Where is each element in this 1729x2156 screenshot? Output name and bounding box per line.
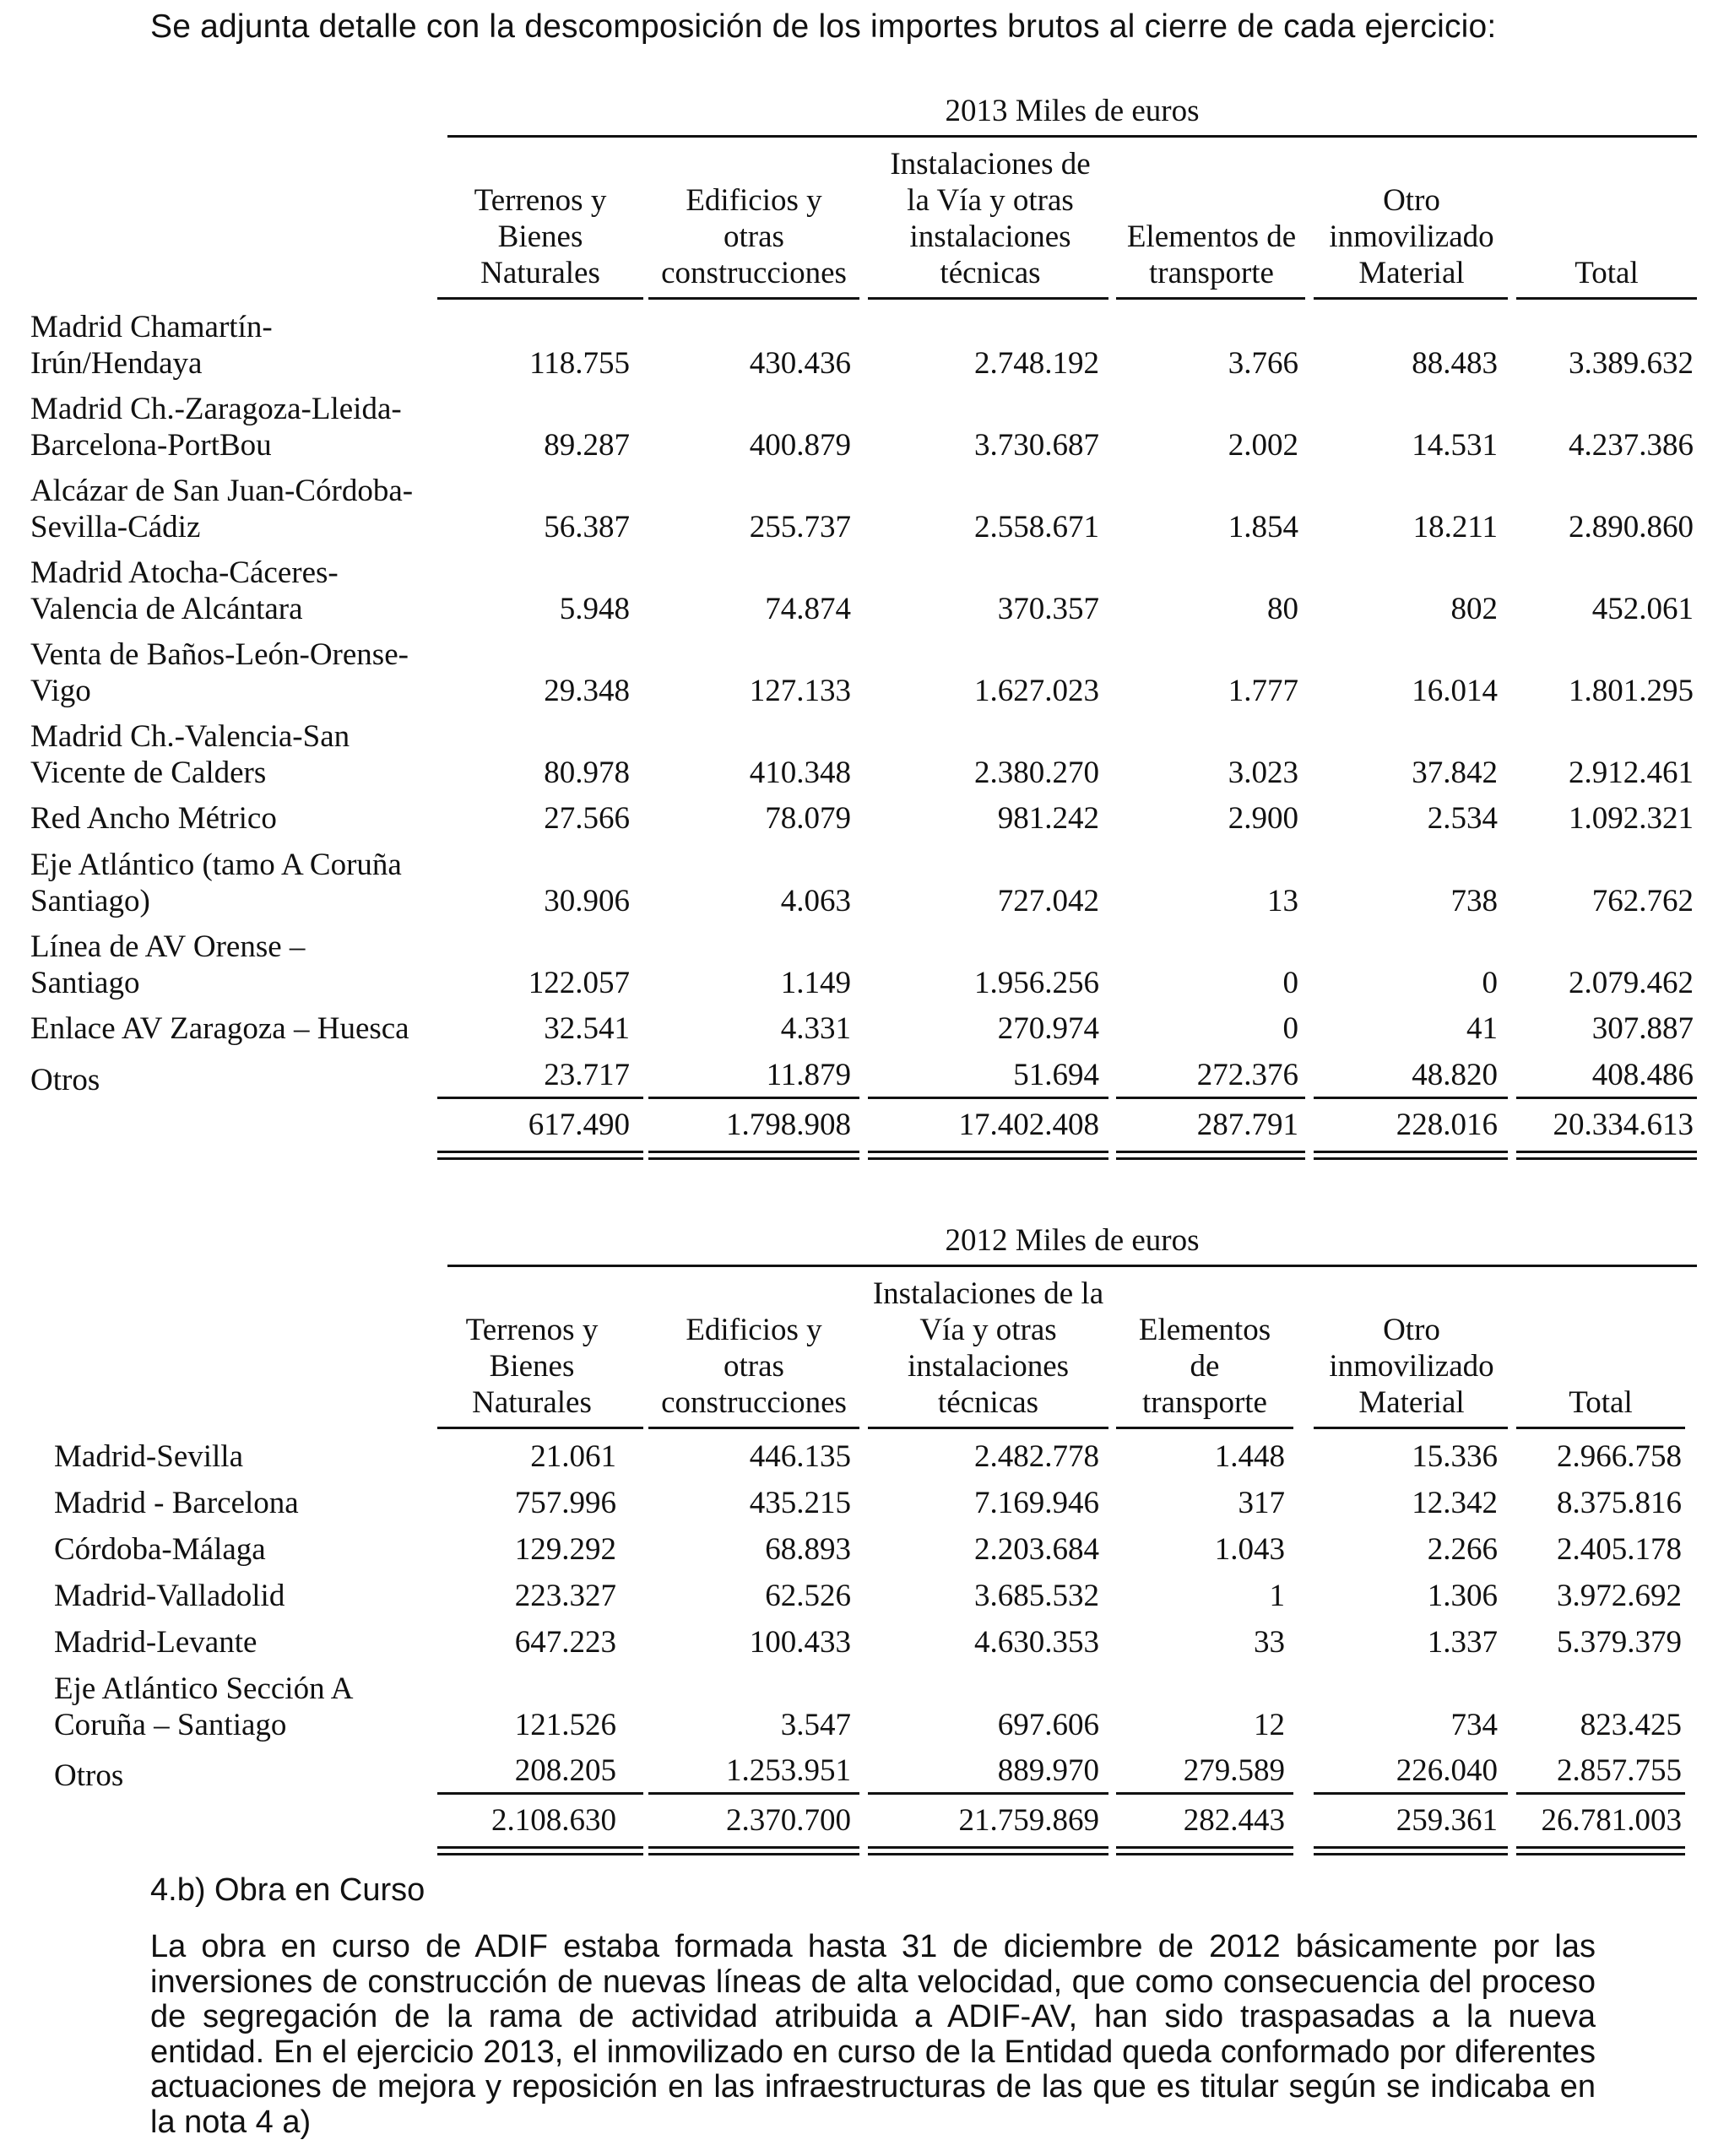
- table-cell: 3.389.632: [1569, 346, 1694, 381]
- table-cell: 62.526: [765, 1579, 851, 1613]
- total-cell: 287.791: [1196, 1108, 1298, 1142]
- row-label: Madrid Atocha-Cáceres- Valencia de Alcántara: [30, 555, 339, 626]
- table-cell: 29.348: [544, 674, 630, 708]
- table-cell: 1.956.256: [974, 966, 1099, 1000]
- table-cell: 32.541: [544, 1011, 630, 1046]
- table-cell: 734: [1450, 1708, 1498, 1742]
- table-cell: 226.040: [1396, 1753, 1498, 1788]
- header-rule: [1314, 1427, 1508, 1429]
- table-cell: 2.558.671: [974, 510, 1099, 544]
- total-double-rule: [437, 1151, 643, 1160]
- table-cell: 2.857.755: [1557, 1753, 1682, 1788]
- table-cell: 129.292: [514, 1532, 616, 1567]
- header-rule: [1516, 297, 1697, 300]
- table-cell: 5.948: [559, 592, 630, 626]
- table-cell: 2.266: [1427, 1532, 1498, 1567]
- table-cell: 7.169.946: [974, 1486, 1099, 1520]
- table-cell: 4.331: [780, 1011, 851, 1046]
- table-cell: 41: [1466, 1011, 1498, 1046]
- table-2012: [0, 1222, 1729, 1864]
- table-cell: 727.042: [997, 884, 1099, 918]
- title-rule: [447, 1265, 1697, 1267]
- table-cell: 208.205: [514, 1753, 616, 1788]
- total-double-rule: [1516, 1846, 1685, 1855]
- table-cell: 452.061: [1591, 592, 1694, 626]
- subtotal-rule: [437, 1097, 643, 1099]
- table-cell: 223.327: [514, 1579, 616, 1613]
- table-cell: 121.526: [514, 1708, 616, 1742]
- table-cell: 8.375.816: [1557, 1486, 1682, 1520]
- table-cell: 0: [1282, 1011, 1298, 1046]
- row-label: Eje Atlántico Sección A Coruña – Santiago: [54, 1671, 354, 1742]
- table-cell: 56.387: [544, 510, 630, 544]
- table-cell: 2.002: [1228, 428, 1298, 463]
- header-rule: [1516, 1427, 1685, 1429]
- total-cell: 2.370.700: [726, 1803, 851, 1838]
- column-header-instalaciones: Instalaciones de la Vía y otras instalaciones técnicas: [872, 1276, 1104, 1420]
- subtotal-rule: [437, 1792, 643, 1795]
- table-cell: 14.531: [1412, 428, 1498, 463]
- column-header-edificios: Edificios y otras construcciones: [661, 183, 847, 290]
- row-label: Madrid-Sevilla: [54, 1439, 244, 1474]
- table-cell: 127.133: [749, 674, 851, 708]
- table-cell: 1: [1269, 1579, 1285, 1613]
- table-cell: 68.893: [765, 1532, 851, 1567]
- table-cell: 255.737: [749, 510, 851, 544]
- row-label: Madrid Ch.-Valencia-San Vicente de Calders: [30, 719, 350, 790]
- table-cell: 23.717: [544, 1058, 630, 1092]
- header-rule: [648, 297, 859, 300]
- column-header-terrenos: Terrenos y Bienes Naturales: [465, 1313, 599, 1420]
- table-cell: 11.879: [766, 1058, 851, 1092]
- table-cell: 122.057: [528, 966, 630, 1000]
- table-cell: 2.534: [1427, 801, 1498, 836]
- table-cell: 89.287: [544, 428, 630, 463]
- row-label: Otros: [30, 1063, 100, 1097]
- table-cell: 27.566: [544, 801, 630, 836]
- header-rule: [868, 1427, 1108, 1429]
- table-cell: 33: [1254, 1625, 1285, 1660]
- total-double-rule: [1116, 1846, 1293, 1855]
- header-rule: [437, 297, 643, 300]
- row-label: Madrid-Valladolid: [54, 1579, 285, 1613]
- row-label: Otros: [54, 1758, 124, 1793]
- total-double-rule: [648, 1846, 859, 1855]
- subtotal-rule: [1314, 1097, 1508, 1099]
- total-cell: 1.798.908: [726, 1108, 851, 1142]
- table-cell: 2.203.684: [974, 1532, 1099, 1567]
- table-cell: 1.337: [1427, 1625, 1498, 1660]
- table-cell: 15.336: [1412, 1439, 1498, 1474]
- table-cell: 2.405.178: [1557, 1532, 1682, 1567]
- table-cell: 5.379.379: [1557, 1625, 1682, 1660]
- table-cell: 3.547: [780, 1708, 851, 1742]
- total-double-rule: [1516, 1151, 1697, 1160]
- table-cell: 118.755: [529, 346, 630, 381]
- table-cell: 823.425: [1580, 1708, 1682, 1742]
- row-label: Red Ancho Métrico: [30, 801, 277, 836]
- table-cell: 272.376: [1196, 1058, 1298, 1092]
- row-label: Madrid-Levante: [54, 1625, 257, 1660]
- subtotal-rule: [648, 1792, 859, 1795]
- table-cell: 762.762: [1591, 884, 1694, 918]
- total-double-rule: [868, 1151, 1108, 1160]
- table-cell: 435.215: [749, 1486, 851, 1520]
- table-cell: 1.149: [780, 966, 851, 1000]
- total-cell: 17.402.408: [958, 1108, 1099, 1142]
- table-cell: 2.912.461: [1569, 756, 1694, 790]
- subtotal-rule: [1516, 1097, 1697, 1099]
- table-cell: 697.606: [997, 1708, 1099, 1742]
- table-cell: 80: [1267, 592, 1298, 626]
- header-rule: [648, 1427, 859, 1429]
- table-cell: 2.380.270: [974, 756, 1099, 790]
- table-cell: 757.996: [514, 1486, 616, 1520]
- table-cell: 100.433: [749, 1625, 851, 1660]
- table-cell: 981.242: [997, 801, 1099, 836]
- table-cell: 1.627.023: [974, 674, 1099, 708]
- column-header-otro: Otro inmovilizado Material: [1329, 1313, 1494, 1420]
- table-cell: 4.237.386: [1569, 428, 1694, 463]
- table-cell: 270.974: [997, 1011, 1099, 1046]
- total-double-rule: [1116, 1151, 1305, 1160]
- column-header-otro: Otro inmovilizado Material: [1329, 183, 1494, 290]
- table-cell: 3.766: [1228, 346, 1298, 381]
- table-cell: 647.223: [514, 1625, 616, 1660]
- header-rule: [1314, 297, 1508, 300]
- total-cell: 21.759.869: [958, 1803, 1099, 1838]
- subtotal-rule: [868, 1792, 1108, 1795]
- table-cell: 48.820: [1412, 1058, 1498, 1092]
- row-label: Madrid Chamartín- Irún/Hendaya: [30, 310, 273, 381]
- table-2013: [0, 93, 1729, 1173]
- row-label: Venta de Baños-León-Orense- Vigo: [30, 637, 409, 708]
- total-double-rule: [648, 1151, 859, 1160]
- table-cell: 1.448: [1214, 1439, 1285, 1474]
- intro-text: Se adjunta detalle con la descomposición de los importes brutos al cierre de cada ejercicio:: [150, 8, 1497, 45]
- total-cell: 259.361: [1396, 1803, 1498, 1838]
- table-cell: 21.061: [530, 1439, 616, 1474]
- row-label: Córdoba-Málaga: [54, 1532, 266, 1567]
- table-cell: 88.483: [1412, 346, 1498, 381]
- table-cell: 1.092.321: [1569, 801, 1694, 836]
- table-cell: 279.589: [1183, 1753, 1285, 1788]
- header-rule: [1116, 297, 1305, 300]
- table-cell: 307.887: [1591, 1011, 1694, 1046]
- subtotal-rule: [648, 1097, 859, 1099]
- table-cell: 2.890.860: [1569, 510, 1694, 544]
- table-cell: 2.900: [1228, 801, 1298, 836]
- row-label: Madrid - Barcelona: [54, 1486, 299, 1520]
- row-label: Línea de AV Orense – Santiago: [30, 929, 306, 1000]
- table-cell: 738: [1450, 884, 1498, 918]
- table-cell: 889.970: [997, 1753, 1099, 1788]
- table-cell: 12.342: [1412, 1486, 1498, 1520]
- table-cell: 400.879: [749, 428, 851, 463]
- table-cell: 0: [1482, 966, 1498, 1000]
- total-cell: 20.334.613: [1553, 1108, 1694, 1142]
- row-label: Eje Atlántico (tamo A Coruña Santiago): [30, 848, 402, 918]
- table-cell: 1.306: [1427, 1579, 1498, 1613]
- table-cell: 18.211: [1412, 510, 1498, 544]
- table-cell: 3.023: [1228, 756, 1298, 790]
- table-cell: 317: [1238, 1486, 1285, 1520]
- table-cell: 2.079.462: [1569, 966, 1694, 1000]
- table-cell: 1.777: [1228, 674, 1298, 708]
- total-cell: 2.108.630: [491, 1803, 616, 1838]
- table-cell: 446.135: [749, 1439, 851, 1474]
- table-cell: 370.357: [997, 592, 1099, 626]
- table-cell: 80.978: [544, 756, 630, 790]
- total-cell: 228.016: [1396, 1108, 1498, 1142]
- table-cell: 2.966.758: [1557, 1439, 1682, 1474]
- total-double-rule: [1314, 1846, 1508, 1855]
- row-label: Madrid Ch.-Zaragoza-Lleida- Barcelona-PortBou: [30, 392, 402, 463]
- table-cell: 410.348: [749, 756, 851, 790]
- table-cell: 4.063: [780, 884, 851, 918]
- table-cell: 802: [1450, 592, 1498, 626]
- subtotal-rule: [1314, 1792, 1508, 1795]
- table-cell: 13: [1267, 884, 1298, 918]
- table-cell: 1.043: [1214, 1532, 1285, 1567]
- subtotal-rule: [1516, 1792, 1685, 1795]
- total-cell: 282.443: [1183, 1803, 1285, 1838]
- table-cell: 1.253.951: [726, 1753, 851, 1788]
- subtotal-rule: [1116, 1097, 1305, 1099]
- body-paragraph: La obra en curso de ADIF estaba formada hasta 31 de diciembre de 2012 básicamente por las inversiones de construcción de nuevas líneas de alta velocidad, que como consecuencia del proceso de segregación de la rama de actividad atribuida a ADIF-AV, han sido traspasadas a la nueva entidad. En el ejercicio 2013, el inmovilizado en curso de la Entidad queda conformado por diferentes actuaciones de mejora y reposición en las infraestructuras de las que es titular según se indicaba en la nota 4 a): [150, 1929, 1596, 2140]
- column-header-edificios: Edificios y otras construcciones: [661, 1313, 847, 1420]
- row-label: Alcázar de San Juan-Córdoba- Sevilla-Cádiz: [30, 474, 414, 544]
- table-cell: 2.748.192: [974, 346, 1099, 381]
- column-header-elementos: Elementos de transporte: [1126, 219, 1297, 290]
- table-cell: 78.079: [765, 801, 851, 836]
- total-cell: 26.781.003: [1541, 1803, 1682, 1838]
- total-double-rule: [1314, 1151, 1508, 1160]
- title-rule: [447, 135, 1697, 138]
- header-rule: [437, 1427, 643, 1429]
- table-cell: 51.694: [1013, 1058, 1099, 1092]
- header-rule: [868, 297, 1108, 300]
- table-cell: 1.801.295: [1569, 674, 1694, 708]
- table-cell: 3.972.692: [1557, 1579, 1682, 1613]
- table-title: 2012 Miles de euros: [945, 1223, 1200, 1258]
- subtotal-rule: [1116, 1792, 1293, 1795]
- table-cell: 2.482.778: [974, 1439, 1099, 1474]
- table-cell: 430.436: [749, 346, 851, 381]
- header-rule: [1116, 1427, 1293, 1429]
- section-heading: 4.b) Obra en Curso: [150, 1872, 425, 1908]
- table-cell: 1.854: [1228, 510, 1298, 544]
- table-cell: 3.685.532: [974, 1579, 1099, 1613]
- table-cell: 3.730.687: [974, 428, 1099, 463]
- column-header-total: Total: [1575, 256, 1639, 290]
- table-cell: 74.874: [765, 592, 851, 626]
- table-cell: 37.842: [1412, 756, 1498, 790]
- table-cell: 408.486: [1591, 1058, 1694, 1092]
- table-title: 2013 Miles de euros: [945, 94, 1200, 128]
- table-cell: 0: [1282, 966, 1298, 1000]
- column-header-elementos: Elementos de transporte: [1138, 1313, 1271, 1420]
- total-double-rule: [868, 1846, 1108, 1855]
- table-cell: 4.630.353: [974, 1625, 1099, 1660]
- table-cell: 16.014: [1412, 674, 1498, 708]
- column-header-total: Total: [1569, 1385, 1633, 1420]
- total-cell: 617.490: [528, 1108, 630, 1142]
- table-cell: 30.906: [544, 884, 630, 918]
- column-header-terrenos: Terrenos y Bienes Naturales: [474, 183, 607, 290]
- table-cell: 12: [1254, 1708, 1285, 1742]
- column-header-instalaciones: Instalaciones de la Vía y otras instalaciones técnicas: [890, 147, 1091, 290]
- subtotal-rule: [868, 1097, 1108, 1099]
- total-double-rule: [437, 1846, 643, 1855]
- row-label: Enlace AV Zaragoza – Huesca: [30, 1011, 409, 1046]
